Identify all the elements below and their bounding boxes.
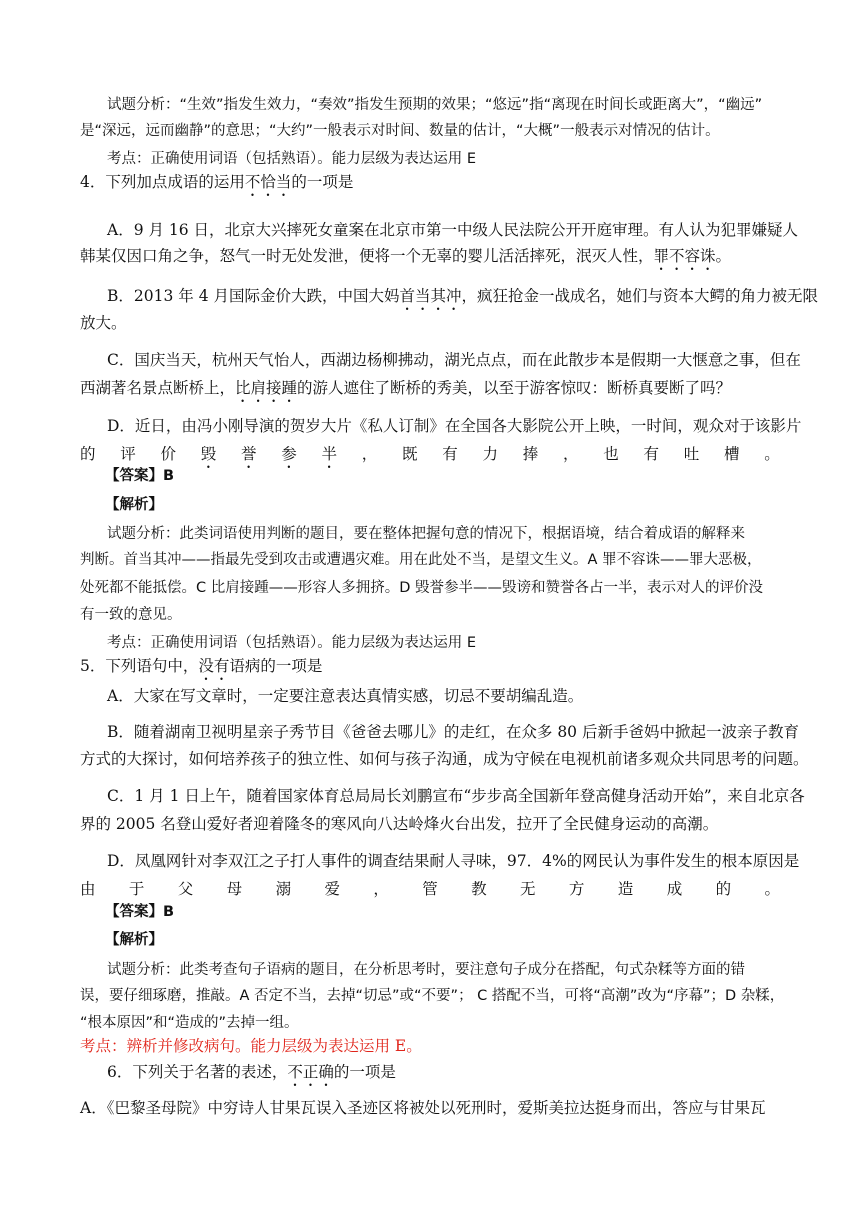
line-text: D．凤凰网针对李双江之子打人事件的调查结果耐人寻味，97．4%的网民认为事件发生的根本原因是 — [107, 852, 800, 870]
text-line — [107, 95, 787, 115]
justified-char: 教 — [471, 880, 487, 898]
line-text: 考点：正确使用词语（包括熟语）。能力层级为表达运用 E — [107, 151, 477, 167]
line-text: A．9 月 16 日，北京大兴摔死女童案在北京市第一中级人民法院公开开庭审理。有人认为犯罪嫌疑人 — [107, 221, 799, 239]
text-line — [80, 814, 720, 834]
justified-char: 成 — [666, 880, 683, 898]
justified-char: 父 — [177, 880, 194, 898]
justified-char: 誉 — [241, 445, 257, 463]
emphasized-phrase: 没有 — [198, 657, 230, 675]
line-text: 考点：辨析并修改病句。能力层级为表达运用 E。 — [80, 1037, 422, 1055]
line-segment: 5．下列语句中， — [80, 657, 199, 675]
justified-char: 槽 — [724, 445, 740, 463]
text-line — [107, 786, 805, 806]
line-text: 试题分析：“生效”指发生效力，“奏效”指发生预期的效果；“悠远”指“离现在时间长或距离大”，“幽远” — [107, 97, 763, 113]
line-segment: 的一项是 — [333, 1063, 396, 1081]
justified-char: 有 — [442, 445, 458, 463]
line-segment: 的游人遮住了断桥的秀美，以至于游客惊叹：断桥真要断了吗？ — [297, 379, 732, 397]
line-segment: 6．下列关于名著的表述， — [107, 1063, 288, 1081]
emphasized-phrase: 罪不容诛 — [653, 247, 716, 265]
text-line — [107, 286, 819, 314]
text-line — [80, 121, 780, 141]
line-text: D．近日，由冯小刚导演的贺岁大片《私人订制》在全国各大影院公开上映，一时间，观众对于该影片 — [107, 417, 802, 435]
line-segment: 韩某仅因口角之争，怒气一时无处发泄，便将一个无辜的婴儿活活摔死，泯灭人性， — [80, 247, 654, 265]
text-line — [80, 550, 780, 570]
text-line — [80, 172, 410, 200]
line-segment: ，疯狂抢金一战成名，她们与资本大鳄的角力被无限 — [461, 287, 819, 305]
line-text: C．1 月 1 日上午，随着国家体育总局局长刘鹏宣布“步步高全国新年登高健身活动开始”，来自北京各 — [107, 787, 805, 805]
justified-char: 力 — [482, 445, 499, 463]
text-line — [107, 633, 507, 653]
line-text: 【解析】 — [105, 932, 163, 948]
justified-char: ， — [563, 445, 579, 463]
emphasized-phrase: 首当其冲 — [399, 287, 462, 305]
text-line — [80, 656, 380, 684]
text-line — [105, 495, 195, 515]
text-line — [80, 578, 780, 598]
justified-char: 无 — [520, 880, 536, 898]
line-text: B．随着湖南卫视明星亲子秀节目《爸爸去哪儿》的走红，在众多 80 后新手爸妈中掀起一波亲子教育 — [107, 723, 799, 741]
justified-char: 参 — [281, 445, 297, 463]
text-line — [107, 416, 802, 436]
justified-char: ， — [361, 445, 378, 463]
text-line — [80, 1036, 422, 1056]
line-text: “根本原因”和“造成的”去掉一组。 — [80, 1015, 299, 1031]
emphasized-phrase: 比肩接踵 — [235, 379, 298, 397]
justified-char: 方 — [568, 880, 585, 898]
line-text: 放大。 — [80, 314, 127, 332]
line-segment: B．2013 年 4 月国际金价大跌，中国大妈 — [107, 287, 400, 305]
text-line — [80, 1098, 785, 1118]
justified-char: 既 — [402, 445, 418, 463]
justified-char: 也 — [603, 445, 619, 463]
text-line — [107, 722, 799, 742]
text-line — [107, 350, 801, 370]
line-text: 是“深远，远而幽静”的意思；“大约”一般表示对时间、数量的估计，“大概”一般表示对情况的估计。 — [80, 123, 720, 139]
text-line — [80, 246, 732, 274]
line-text: 【答案】B — [105, 468, 175, 484]
justified-char: 价 — [160, 445, 177, 463]
justified-char: 的 — [80, 445, 96, 463]
text-line — [80, 605, 180, 625]
line-text: 界的 2005 名登山爱好者迎着隆冬的寒风向八达岭烽火台出发，拉开了全民健身运动的高潮。 — [80, 815, 719, 833]
line-text: A．《巴黎圣母院》中穷诗人甘果瓦误入圣迹区将被处以死刑时，爱斯美拉达挺身而出，答应与甘果瓦 — [80, 1099, 766, 1117]
justified-char: 毁 — [200, 445, 217, 463]
line-segment: 。 — [715, 247, 732, 265]
justified-char: 半 — [321, 445, 338, 463]
line-text: 误，要仔细琢磨，推敲。A 否定不当，去掉“切忌”或“不要”； C 搭配不当，可将“高潮”改为“序幕”；D 杂糅， — [80, 988, 785, 1004]
justified-char: 捧 — [522, 445, 539, 463]
justified-char: 母 — [226, 880, 243, 898]
justified-char: 有 — [643, 445, 660, 463]
text-line — [107, 220, 799, 240]
line-text: 方式的大探讨，如何培养孩子的独立性、如何与孩子沟通，成为守候在电视机前诸多观众共同思考的问题。 — [80, 750, 809, 768]
justified-char: 。 — [764, 880, 780, 898]
line-text: 有一致的意见。 — [80, 607, 182, 623]
line-segment: 语病的一项是 — [229, 657, 323, 675]
justified-char: 溺 — [275, 880, 292, 898]
text-line — [107, 851, 800, 871]
text-line — [107, 686, 587, 706]
line-text: A．大家在写文章时，一定要注意表达真情实感，切忌不要胡编乱造。 — [107, 687, 584, 705]
justified-char: 于 — [128, 880, 145, 898]
text-line — [80, 313, 140, 333]
text-line — [107, 1062, 407, 1090]
line-text: C．国庆当天，杭州天气怡人，西湖边杨柳拂动，湖光点点，而在此散步本是假期一大惬意之事，但在 — [107, 351, 801, 369]
justified-char: 的 — [715, 880, 732, 898]
line-segment: 西湖著名景点断桥上， — [80, 379, 236, 397]
line-text: 处死都不能抵偿。C 比肩接踵——形容人多拥挤。D 毁誉参半——毁谤和赞誉各占一半，表示对人的评价没 — [80, 580, 764, 596]
line-text: 【解析】 — [105, 497, 163, 513]
text-line — [105, 466, 195, 486]
line-text: 试题分析：此类词语使用判断的题目，要在整体把握句意的情况下，根据语境，结合着成语的解释来 — [107, 526, 745, 542]
line-text: 判断。首当其冲——指最先受到攻击或遭遇灾难。用在此处不当，是望文生义。A 罪不容诛——罪大恶极， — [80, 552, 762, 568]
text-line — [107, 149, 507, 169]
line-segment: 的一项是 — [291, 173, 354, 191]
line-segment: 4．下列加点成语的运用 — [80, 173, 245, 191]
justified-char: 由 — [80, 880, 96, 898]
justified-char: 吐 — [683, 445, 700, 463]
justified-char: 管 — [422, 880, 438, 898]
text-line — [80, 986, 785, 1006]
line-text: 【答案】B — [105, 904, 175, 920]
text-line — [80, 879, 780, 899]
text-line — [80, 1013, 340, 1033]
text-line — [105, 930, 195, 950]
justified-char: 。 — [764, 445, 780, 463]
text-line — [107, 524, 787, 544]
justified-char: 评 — [120, 445, 136, 463]
emphasized-phrase: 不正确 — [287, 1063, 334, 1081]
text-line — [80, 749, 809, 769]
justified-char: 爱 — [324, 880, 340, 898]
text-line — [107, 960, 787, 980]
justified-char: ， — [373, 880, 389, 898]
text-line — [80, 378, 732, 406]
line-text: 考点：正确使用词语（包括熟语）。能力层级为表达运用 E — [107, 635, 477, 651]
emphasized-phrase: 不恰当 — [244, 173, 292, 191]
text-line — [105, 902, 195, 922]
justified-char: 造 — [617, 880, 634, 898]
line-text: 试题分析：此类考查句子语病的题目，在分析思考时，要注意句子成分在搭配，句式杂糅等方面的错 — [107, 962, 745, 978]
